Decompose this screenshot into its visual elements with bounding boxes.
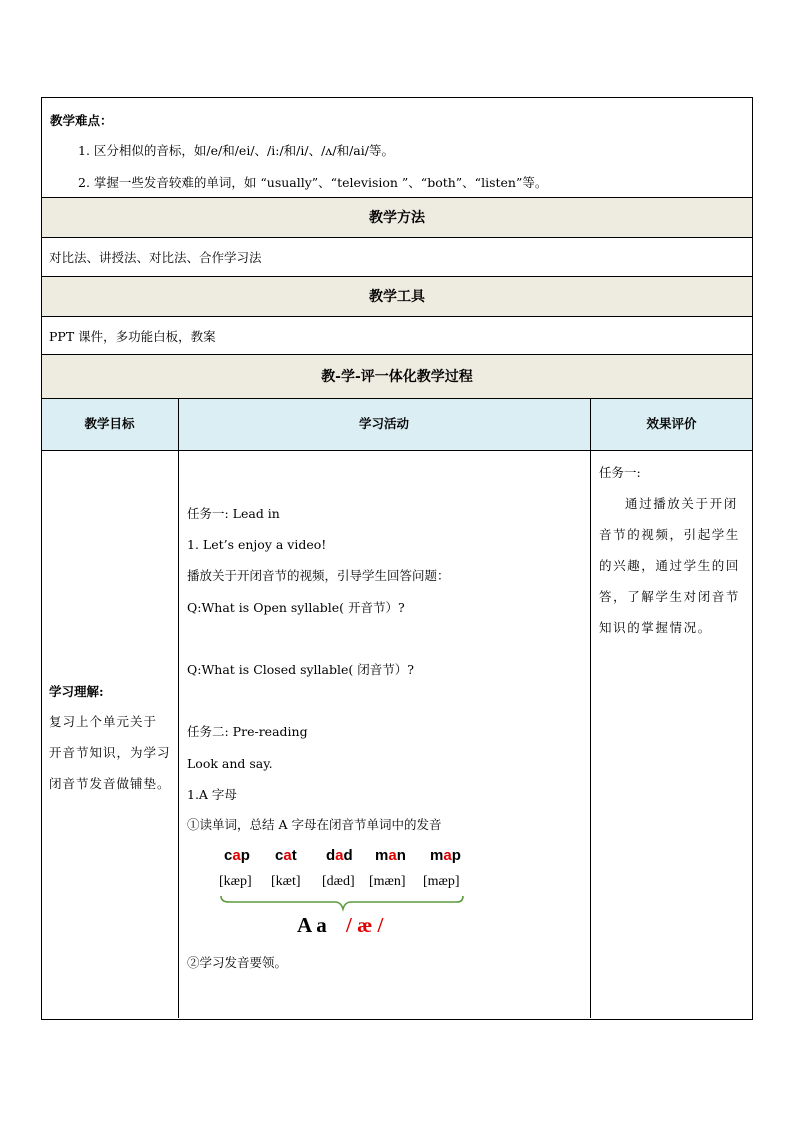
letter-a-label: 1.A 字母: [187, 787, 237, 802]
column-header-goal: 教学目标: [84, 416, 135, 431]
tools-heading: 教学工具: [369, 289, 425, 305]
goal-title: 学习理解:: [49, 684, 104, 699]
tools-text: PPT 课件，多功能白板，教案: [49, 329, 216, 344]
methods-text: 对比法、讲授法、对比法、合作学习法: [49, 250, 262, 265]
word-list: [217, 847, 477, 867]
difficulty-item: 1. 区分相似的音标，如/e/和/ei/、/i:/和/i/、/ʌ/和/ai/等。: [78, 143, 394, 158]
methods-heading: 教学方法: [369, 210, 425, 226]
column-header-evaluation: 效果评价: [646, 416, 697, 431]
word-cat: cat: [275, 847, 297, 864]
ipa-dad: [dæd]: [322, 874, 355, 889]
ipa-cap: [kæp]: [219, 874, 252, 889]
goal-line: 开音节知识，为学习: [49, 745, 171, 760]
task1-label: 任务一: Lead in: [187, 506, 280, 521]
difficulties-heading: 教学难点：: [50, 113, 113, 128]
word-cap: cap: [224, 847, 250, 864]
word-map: map: [430, 847, 461, 864]
task1-intro: 播放关于开闭音节的视频，引导学生回答问题：: [187, 568, 450, 583]
grouping-brace: [217, 893, 469, 915]
word-man: man: [375, 847, 406, 864]
task1-item: 1. Let’s enjoy a video!: [187, 537, 327, 552]
column-header-activity: 学习活动: [358, 416, 409, 431]
goal-line: 复习上个单元关于: [49, 714, 158, 729]
evaluation-line: 音节的视频，引起学生: [599, 527, 741, 542]
difficulty-item: 2. 掌握一些发音较难的单词，如 “usually”、“television ”、“both”、“listen”等。: [78, 175, 548, 190]
task2-label: 任务二: Pre-reading: [187, 724, 308, 739]
step1-text: ①读单词，总结 A 字母在闭音节单词中的发音: [187, 817, 442, 832]
question-closed: Q:What is Closed syllable( 闭音节）?: [187, 662, 414, 677]
question-open: Q:What is Open syllable( 开音节）?: [187, 600, 405, 615]
evaluation-title: 任务一:: [599, 465, 641, 480]
evaluation-line: 的兴趣，通过学生的回: [599, 558, 741, 573]
evaluation-line: 通过播放关于开闭: [625, 496, 738, 511]
sound-ae-big: / æ /: [346, 913, 384, 937]
look-and-say: Look and say.: [187, 756, 273, 771]
ipa-cat: [kæt]: [271, 874, 301, 889]
ipa-man: [mæn]: [369, 874, 406, 889]
evaluation-line: 知识的掌握情况。: [599, 620, 712, 635]
evaluation-line: 答，了解学生对闭音节: [599, 589, 741, 604]
word-dad: dad: [326, 847, 353, 864]
ipa-list: [217, 874, 477, 894]
ipa-map: [mæp]: [423, 874, 460, 889]
letter-a-big: A a: [297, 913, 327, 937]
goal-line: 闭音节发音做铺垫。: [49, 776, 171, 791]
process-heading: 教-学-评一体化教学过程: [321, 369, 473, 385]
step2-text: ②学习发音要领。: [187, 955, 288, 970]
